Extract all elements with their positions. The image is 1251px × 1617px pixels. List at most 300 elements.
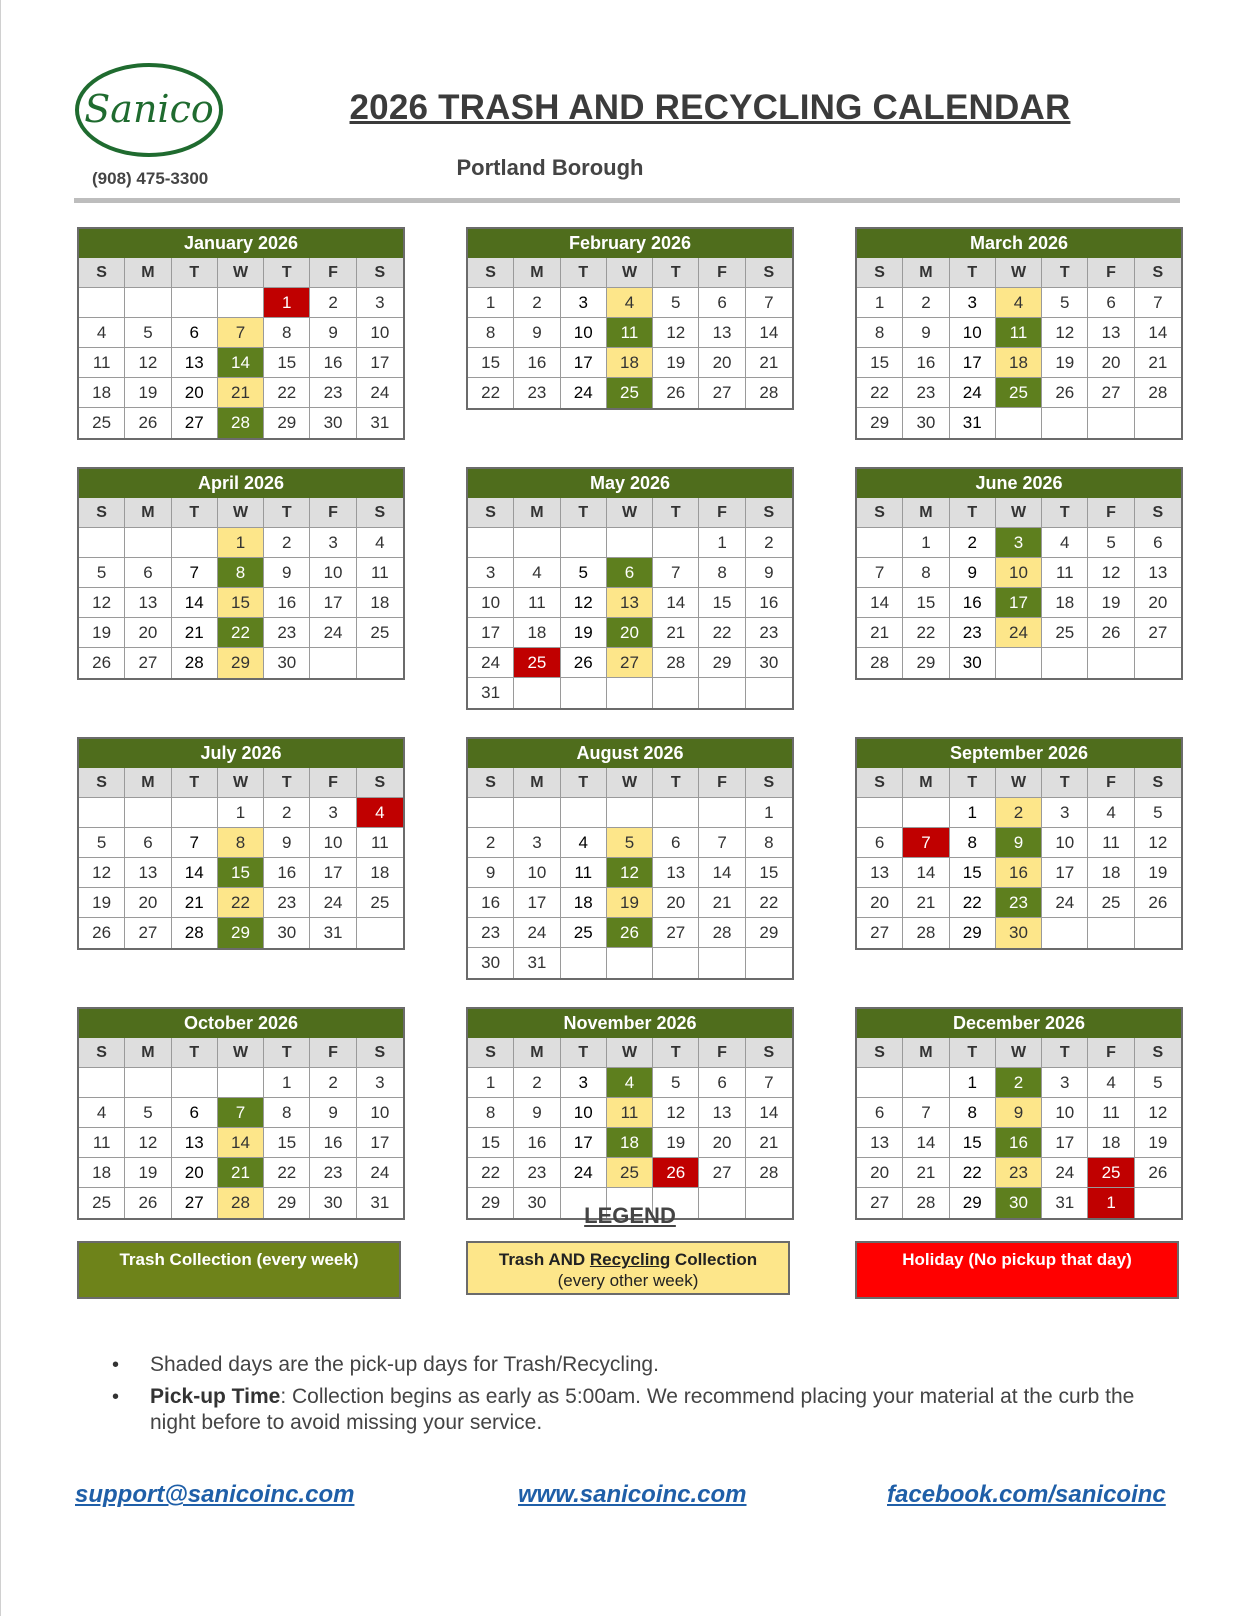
empty-cell: [514, 678, 560, 708]
day-cell-next-month: 1: [1088, 1188, 1134, 1218]
day-cell: 24: [950, 378, 996, 408]
sanico-logo: [74, 62, 224, 158]
weekday-header: T: [1042, 498, 1088, 528]
month-calendar: [77, 1007, 405, 1220]
day-cell: 13: [607, 588, 653, 618]
empty-cell: [607, 948, 653, 978]
weekday-header: W: [996, 768, 1042, 798]
day-cell: 5: [1135, 798, 1181, 828]
day-cell: 12: [1042, 318, 1088, 348]
month-title: August 2026: [468, 739, 792, 768]
day-cell: 12: [653, 318, 699, 348]
month-title: January 2026: [79, 229, 403, 258]
day-cell: 14: [699, 858, 745, 888]
day-cell: 28: [857, 648, 903, 678]
day-cell: 8: [264, 1098, 310, 1128]
empty-cell: [79, 798, 125, 828]
weekday-header: F: [699, 768, 745, 798]
weekday-header: S: [857, 498, 903, 528]
svg-text:Sanico: Sanico: [84, 87, 214, 131]
day-cell: 7: [218, 318, 264, 348]
day-cell: 12: [1135, 1098, 1181, 1128]
day-cell: 19: [125, 1158, 171, 1188]
day-cell: 3: [1042, 1068, 1088, 1098]
day-cell: 31: [1042, 1188, 1088, 1218]
day-cell: 23: [514, 1158, 560, 1188]
day-cell: 7: [653, 558, 699, 588]
website-link[interactable]: www.sanicoinc.com: [518, 1481, 747, 1508]
day-cell: 9: [996, 828, 1042, 858]
weekday-header: S: [746, 768, 792, 798]
day-cell: 5: [1042, 288, 1088, 318]
day-cell: 2: [514, 1068, 560, 1098]
day-cell: 24: [357, 1158, 403, 1188]
day-cell: 8: [746, 828, 792, 858]
day-cell: 25: [79, 1188, 125, 1218]
day-cell: 30: [310, 1188, 356, 1218]
day-cell: 15: [468, 348, 514, 378]
weekday-header: S: [857, 768, 903, 798]
weekday-header: T: [172, 258, 218, 288]
day-cell: 19: [561, 618, 607, 648]
day-cell: 22: [264, 1158, 310, 1188]
weekday-header: S: [746, 498, 792, 528]
day-cell: 2: [746, 528, 792, 558]
empty-cell: [1042, 918, 1088, 948]
day-cell: 17: [514, 888, 560, 918]
day-cell: 12: [1135, 828, 1181, 858]
day-cell: 7: [218, 1098, 264, 1128]
day-cell: 28: [218, 1188, 264, 1218]
day-cell: 3: [468, 558, 514, 588]
day-cell: 8: [218, 828, 264, 858]
note-text: : Collection begins as early as 5:00am. We recommend placing your material at the curb the night before to avoid missing your service.: [150, 1385, 1135, 1434]
day-cell: 24: [561, 1158, 607, 1188]
weekday-header: T: [653, 498, 699, 528]
day-cell: 8: [950, 1098, 996, 1128]
day-cell: 9: [310, 1098, 356, 1128]
day-cell: 8: [218, 558, 264, 588]
weekday-header: W: [996, 498, 1042, 528]
empty-cell: [79, 288, 125, 318]
weekday-header: T: [653, 258, 699, 288]
day-cell: 15: [857, 348, 903, 378]
day-cell: 31: [514, 948, 560, 978]
day-cell: 16: [468, 888, 514, 918]
day-cell: 24: [1042, 1158, 1088, 1188]
notes-list: [110, 1352, 1180, 1442]
phone-number: (908) 475-3300: [92, 169, 209, 188]
email-link[interactable]: support@sanicoinc.com: [75, 1481, 355, 1508]
empty-cell: [357, 918, 403, 948]
empty-cell: [172, 1068, 218, 1098]
day-cell: 9: [996, 1098, 1042, 1128]
day-cell: 1: [950, 1068, 996, 1098]
month-calendar: [77, 467, 405, 680]
day-cell: 19: [1088, 588, 1134, 618]
month-title: April 2026: [79, 469, 403, 498]
empty-cell: [1088, 408, 1134, 438]
weekday-header: T: [653, 1038, 699, 1068]
weekday-header: T: [172, 768, 218, 798]
day-cell: 30: [950, 648, 996, 678]
weekday-header: F: [1088, 768, 1134, 798]
day-cell: 6: [125, 828, 171, 858]
day-cell: 27: [1088, 378, 1134, 408]
day-cell: 5: [125, 318, 171, 348]
note-item: [110, 1352, 1180, 1378]
day-cell: 8: [468, 1098, 514, 1128]
day-cell: 23: [310, 1158, 356, 1188]
day-cell: 1: [903, 528, 949, 558]
day-cell: 16: [514, 1128, 560, 1158]
weekday-header: S: [857, 258, 903, 288]
day-cell: 14: [746, 318, 792, 348]
day-cell: 26: [79, 648, 125, 678]
empty-cell: [607, 678, 653, 708]
day-cell: 28: [699, 918, 745, 948]
day-cell: 3: [514, 828, 560, 858]
month-calendar: [855, 1007, 1183, 1220]
weekday-header: T: [561, 768, 607, 798]
day-cell: 30: [514, 1188, 560, 1218]
day-cell: 12: [125, 348, 171, 378]
day-cell: 22: [857, 378, 903, 408]
day-cell: 6: [699, 288, 745, 318]
day-cell: 4: [514, 558, 560, 588]
empty-cell: [746, 1188, 792, 1218]
day-cell: 29: [746, 918, 792, 948]
weekday-header: F: [699, 1038, 745, 1068]
day-cell: 19: [79, 618, 125, 648]
day-cell: 17: [561, 1128, 607, 1158]
day-cell: 31: [370, 413, 390, 432]
empty-cell: [653, 528, 699, 558]
empty-cell: [561, 528, 607, 558]
logo-oval-icon: [74, 62, 224, 158]
day-cell: 29: [218, 918, 264, 948]
day-cell: 5: [607, 828, 653, 858]
facebook-link[interactable]: facebook.com/sanicoinc: [887, 1481, 1166, 1508]
day-cell: 10: [1042, 828, 1088, 858]
day-cell: 12: [607, 858, 653, 888]
day-cell: 2: [310, 1068, 356, 1098]
day-cell: 18: [1088, 1128, 1134, 1158]
month-calendar: [855, 227, 1183, 440]
day-cell: 21: [653, 618, 699, 648]
day-cell: 11: [79, 348, 125, 378]
day-cell: 9: [468, 858, 514, 888]
weekday-header: S: [357, 1038, 403, 1068]
day-cell: 29: [903, 648, 949, 678]
empty-cell: [79, 1068, 125, 1098]
day-cell: 7: [857, 558, 903, 588]
day-cell: 10: [996, 558, 1042, 588]
empty-cell: [607, 528, 653, 558]
day-cell: 24: [514, 918, 560, 948]
day-cell: 15: [264, 348, 310, 378]
day-cell: 4: [996, 288, 1042, 318]
weekday-header: S: [79, 258, 125, 288]
day-cell: 19: [653, 348, 699, 378]
empty-cell: [1088, 918, 1134, 948]
day-cell: 21: [903, 888, 949, 918]
day-cell: 20: [125, 618, 171, 648]
weekday-header: F: [310, 498, 356, 528]
empty-cell: [172, 288, 218, 318]
note-item: [110, 1384, 1180, 1436]
weekday-header: W: [607, 1038, 653, 1068]
day-cell: 4: [357, 528, 403, 558]
weekday-header: S: [857, 1038, 903, 1068]
weekday-header: T: [561, 498, 607, 528]
day-cell: 16: [264, 858, 310, 888]
empty-cell: [1042, 408, 1088, 438]
day-cell: 7: [172, 828, 218, 858]
legend-title: LEGEND: [584, 1203, 676, 1228]
day-cell: 7: [903, 1098, 949, 1128]
empty-cell: [357, 648, 403, 678]
day-cell: 13: [699, 318, 745, 348]
day-cell: 30: [310, 408, 356, 438]
day-cell: 9: [950, 558, 996, 588]
day-cell: 3: [310, 528, 356, 558]
day-cell: 1: [857, 288, 903, 318]
day-cell: 30: [903, 408, 949, 438]
empty-cell: [561, 948, 607, 978]
weekday-header: W: [607, 768, 653, 798]
day-cell: 30: [264, 918, 310, 948]
day-cell: 25: [1088, 888, 1134, 918]
day-cell: 17: [310, 858, 356, 888]
day-cell: 11: [996, 318, 1042, 348]
month-title: October 2026: [79, 1009, 403, 1038]
day-cell: 18: [561, 888, 607, 918]
day-cell: 8: [699, 558, 745, 588]
day-cell: 8: [264, 318, 310, 348]
day-cell: 11: [607, 318, 653, 348]
note-text: Shaded days are the pick-up days for Trash/Recycling.: [150, 1353, 659, 1376]
day-cell: 28: [903, 918, 949, 948]
day-cell: 20: [653, 888, 699, 918]
weekday-header: F: [699, 498, 745, 528]
weekday-header: W: [607, 258, 653, 288]
weekday-header: T: [950, 498, 996, 528]
weekday-header: S: [357, 498, 403, 528]
weekday-header: T: [950, 768, 996, 798]
weekday-header: T: [264, 258, 310, 288]
day-cell: 15: [746, 858, 792, 888]
empty-cell: [468, 528, 514, 558]
day-cell: 11: [1088, 1098, 1134, 1128]
day-cell: 14: [218, 348, 264, 378]
day-cell: 27: [125, 918, 171, 948]
day-cell: 13: [172, 348, 218, 378]
day-cell: 22: [468, 1158, 514, 1188]
day-cell: 7: [903, 828, 949, 858]
day-cell: 10: [357, 1098, 403, 1128]
day-cell: 22: [746, 888, 792, 918]
day-cell: 8: [903, 558, 949, 588]
empty-cell: [514, 798, 560, 828]
weekday-header: T: [172, 1038, 218, 1068]
day-cell: 6: [172, 318, 218, 348]
day-cell: 24: [996, 618, 1042, 648]
day-cell: 26: [125, 408, 171, 438]
day-cell: 25: [561, 918, 607, 948]
day-cell: 22: [468, 378, 514, 408]
month-title: September 2026: [857, 739, 1181, 768]
day-cell: 27: [699, 1158, 745, 1188]
day-cell: 13: [125, 588, 171, 618]
day-cell: 30: [746, 648, 792, 678]
weekday-header: S: [79, 1038, 125, 1068]
day-cell: 1: [218, 528, 264, 558]
month-calendar: [466, 227, 794, 410]
day-cell: 25: [607, 1158, 653, 1188]
weekday-header: T: [172, 498, 218, 528]
weekday-header: M: [125, 258, 171, 288]
empty-cell: [218, 288, 264, 318]
day-cell: 29: [699, 648, 745, 678]
day-cell: 20: [607, 618, 653, 648]
empty-cell: [1088, 648, 1134, 678]
day-cell: 23: [310, 378, 356, 408]
day-cell: 5: [79, 558, 125, 588]
day-cell: 27: [653, 918, 699, 948]
empty-cell: [653, 948, 699, 978]
day-cell: 27: [857, 918, 903, 948]
day-cell: 28: [903, 1188, 949, 1218]
day-cell: 18: [607, 348, 653, 378]
day-cell: 24: [357, 378, 403, 408]
day-cell: 26: [561, 648, 607, 678]
day-cell: 28: [172, 648, 218, 678]
day-cell: 2: [903, 288, 949, 318]
weekday-header: S: [1135, 768, 1181, 798]
weekday-header: F: [310, 1038, 356, 1068]
day-cell: 15: [950, 858, 996, 888]
day-cell: 23: [468, 918, 514, 948]
day-cell: 22: [699, 618, 745, 648]
empty-cell: [218, 1068, 264, 1098]
page-title: 2026 TRASH AND RECYCLING CALENDAR: [349, 88, 1071, 127]
month-calendar: [466, 737, 794, 980]
day-cell: 15: [218, 588, 264, 618]
day-cell: 1: [264, 1068, 310, 1098]
empty-cell: [172, 528, 218, 558]
day-cell: 10: [950, 318, 996, 348]
day-cell: 8: [950, 828, 996, 858]
day-cell: 27: [607, 648, 653, 678]
day-cell: 17: [996, 588, 1042, 618]
day-cell: 11: [357, 828, 403, 858]
day-cell: 5: [125, 1098, 171, 1128]
day-cell: 9: [514, 318, 560, 348]
day-cell: 18: [357, 858, 403, 888]
day-cell: 22: [950, 888, 996, 918]
day-cell: 12: [653, 1098, 699, 1128]
day-cell: 17: [1042, 858, 1088, 888]
day-cell: 4: [79, 318, 125, 348]
month-title: March 2026: [857, 229, 1181, 258]
legend-trash: [77, 1241, 401, 1299]
month-title: February 2026: [468, 229, 792, 258]
day-cell: 18: [1088, 858, 1134, 888]
empty-cell: [125, 1068, 171, 1098]
empty-cell: [125, 528, 171, 558]
day-cell: 17: [950, 348, 996, 378]
weekday-header: W: [996, 1038, 1042, 1068]
month-calendar: [855, 737, 1183, 950]
day-cell: 18: [357, 588, 403, 618]
day-cell: 23: [264, 618, 310, 648]
legend-trash-label: Trash Collection (every week): [119, 1250, 359, 1269]
day-cell: 23: [746, 618, 792, 648]
day-cell: 13: [1088, 318, 1134, 348]
day-cell: 26: [1042, 378, 1088, 408]
day-cell: 15: [218, 858, 264, 888]
day-cell: 6: [1135, 528, 1181, 558]
day-cell: 16: [950, 588, 996, 618]
day-cell: 20: [125, 888, 171, 918]
day-cell: 15: [903, 588, 949, 618]
day-cell: 29: [218, 648, 264, 678]
day-cell: 30: [996, 1188, 1042, 1218]
weekday-header: S: [468, 258, 514, 288]
day-cell: 2: [996, 798, 1042, 828]
day-cell: 14: [857, 588, 903, 618]
month-title: May 2026: [468, 469, 792, 498]
day-cell: 24: [468, 648, 514, 678]
day-cell: 26: [79, 918, 125, 948]
day-cell: 6: [607, 558, 653, 588]
day-cell: 17: [468, 618, 514, 648]
day-cell: 5: [561, 558, 607, 588]
day-cell: 3: [996, 528, 1042, 558]
day-cell: 28: [172, 918, 218, 948]
day-cell: 23: [996, 888, 1042, 918]
day-cell: 18: [79, 1158, 125, 1188]
empty-cell: [125, 798, 171, 828]
day-cell: 8: [857, 318, 903, 348]
day-cell: 30: [996, 918, 1042, 948]
weekday-header: F: [1088, 1038, 1134, 1068]
legend-holiday: [855, 1241, 1179, 1299]
month-title: December 2026: [857, 1009, 1181, 1038]
day-cell: 6: [1088, 288, 1134, 318]
day-cell: 4: [607, 288, 653, 318]
day-cell: 2: [468, 828, 514, 858]
day-cell: 28: [218, 408, 264, 438]
month-calendar: [466, 1007, 794, 1220]
day-cell: 3: [357, 288, 403, 318]
day-cell: 11: [1042, 558, 1088, 588]
day-cell: 28: [746, 1158, 792, 1188]
day-cell: 6: [857, 1098, 903, 1128]
weekday-header: W: [996, 258, 1042, 288]
day-cell: 7: [172, 558, 218, 588]
weekday-header: S: [79, 768, 125, 798]
weekday-header: W: [218, 1038, 264, 1068]
weekday-header: T: [950, 258, 996, 288]
day-cell: 12: [1088, 558, 1134, 588]
day-cell: 3: [950, 288, 996, 318]
day-cell: 11: [561, 858, 607, 888]
day-cell: 23: [996, 1158, 1042, 1188]
day-cell: 6: [653, 828, 699, 858]
day-cell: 16: [310, 1128, 356, 1158]
